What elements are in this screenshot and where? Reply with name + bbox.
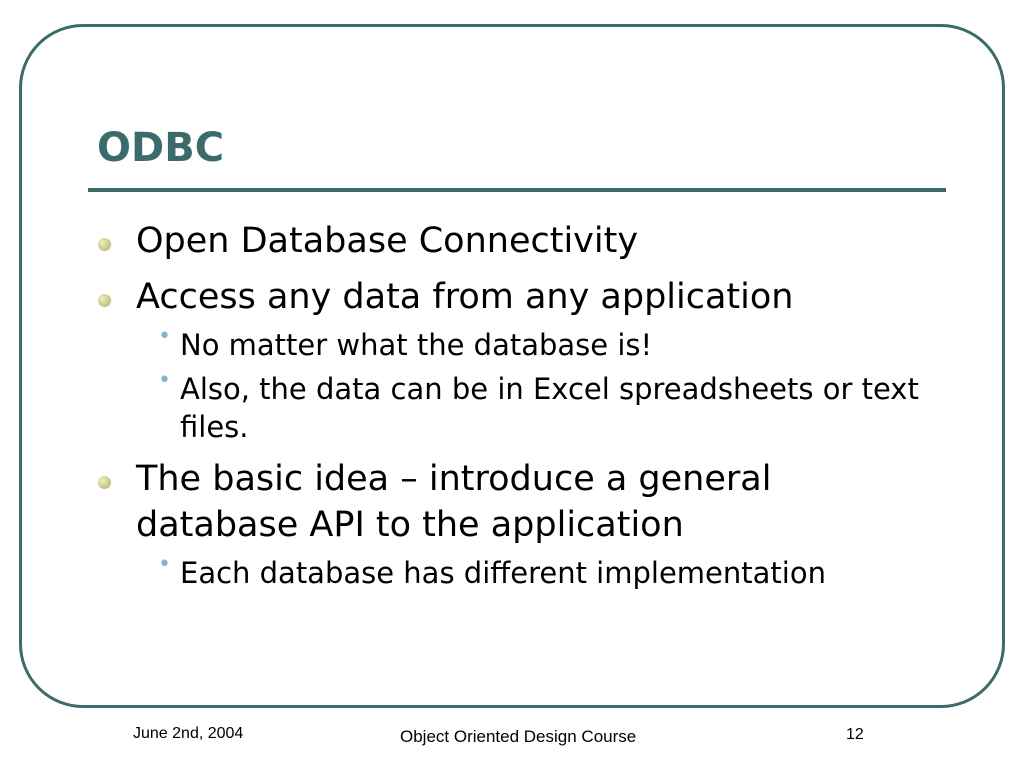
bullet-dot-icon (98, 476, 111, 489)
sub-bullet-item (136, 326, 938, 364)
bullet-item (98, 274, 938, 446)
sub-bullet-list (136, 554, 938, 592)
bullet-text: The basic idea – introduce a general database API to the application (136, 459, 772, 545)
sub-bullet-dot-icon: • (158, 324, 171, 349)
sub-bullet-list (136, 326, 938, 446)
footer-course-name: Object Oriented Design Course (400, 727, 637, 746)
bullet-dot-icon (98, 294, 111, 307)
sub-bullet-text: Each database has different implementation (180, 556, 826, 590)
slide-title: ODBC (97, 125, 225, 171)
bullet-item (98, 218, 938, 264)
title-underline (88, 188, 946, 192)
sub-bullet-dot-icon: • (158, 552, 171, 577)
sub-bullet-text: No matter what the database is! (180, 328, 653, 362)
bullet-list (98, 218, 938, 592)
sub-bullet-item (136, 554, 938, 592)
bullet-dot-icon (98, 238, 111, 251)
bullet-text: Open Database Connectivity (136, 221, 639, 261)
footer-date: June 2nd, 2004 (133, 725, 244, 742)
bullet-item (98, 456, 938, 592)
sub-bullet-item (136, 370, 938, 446)
sub-bullet-dot-icon: • (158, 368, 171, 393)
footer-page-number: 12 (846, 726, 864, 743)
bullet-text: Access any data from any application (136, 277, 794, 317)
sub-bullet-text: Also, the data can be in Excel spreadsheets or text files. (180, 372, 919, 444)
